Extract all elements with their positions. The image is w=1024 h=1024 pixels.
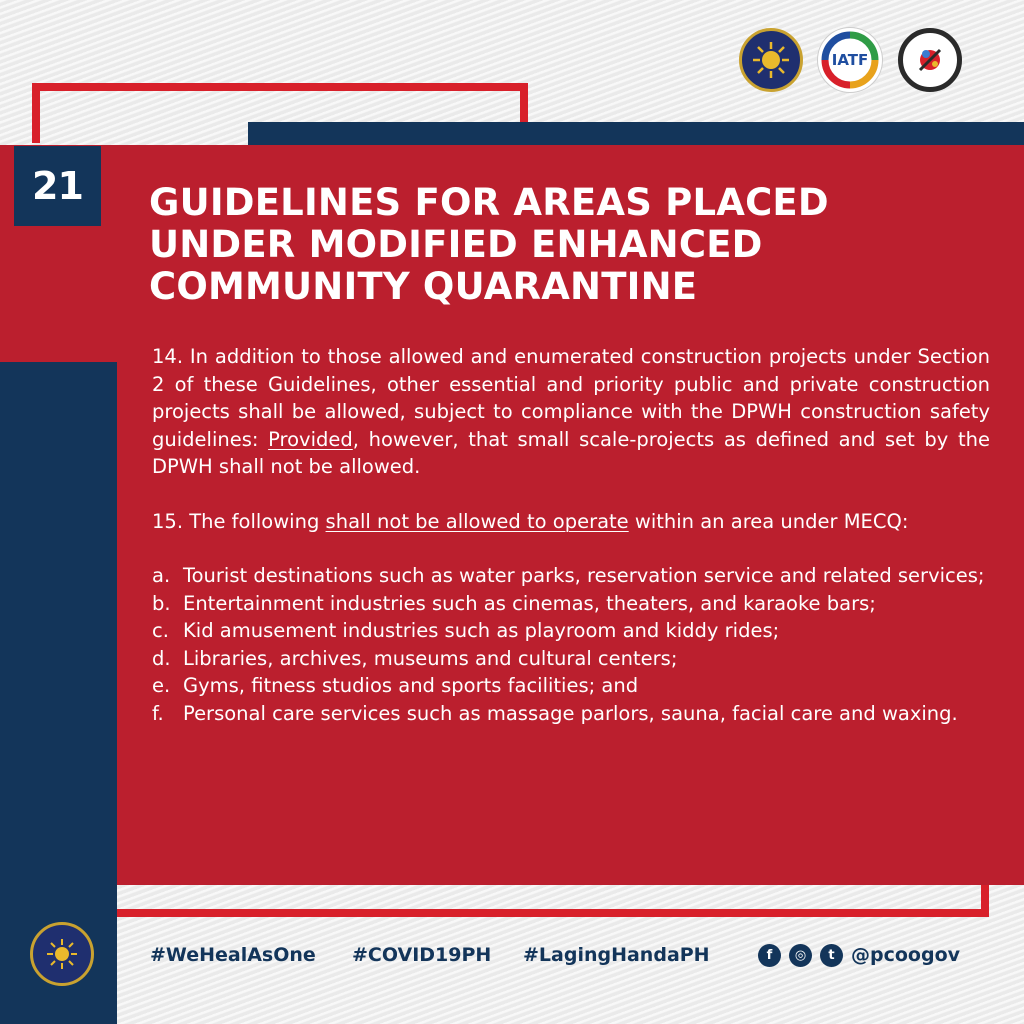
list-item-text: Libraries, archives, museums and cultural centers; — [183, 646, 678, 670]
item-14-text: 14. In addition to those allowed and enumerated construction projects under Section 2 of these Guidelines, other essential and priority public and private construction projects shall be allowed, subject to compliance with the DPWH construction safety guidelines: — [152, 345, 990, 451]
sun-emblem-icon — [45, 937, 79, 971]
list-item-letter: e. — [152, 674, 171, 697]
page-number-badge: 21 — [14, 146, 101, 226]
pcoo-seal-icon — [739, 28, 803, 92]
item-14-text-end: , however, that small scale-projects as defined and set by the DPWH shall not be allowed. — [152, 427, 990, 478]
list-item — [152, 672, 990, 700]
guidelines-body — [152, 343, 990, 727]
item-15-paragraph — [152, 508, 990, 536]
item-14-paragraph — [152, 343, 990, 481]
title-line: GUIDELINES FOR AREAS PLACED — [149, 181, 829, 224]
iatf-logo-text: IATF — [831, 51, 869, 69]
list-item-letter: f. — [152, 701, 164, 725]
item-15-text: 15. The following — [152, 509, 326, 533]
sun-emblem-icon — [751, 40, 791, 80]
list-item-text: Personal care services such as massage parlors, sauna, facial care and waxing. — [183, 701, 958, 725]
list-item — [152, 590, 990, 618]
list-item — [152, 700, 990, 728]
list-item-text: Entertainment industries such as cinemas, theaters, and karaoke bars; — [183, 591, 876, 615]
list-item-letter: a. — [152, 564, 171, 587]
list-item — [152, 562, 990, 590]
twitter-icon[interactable]: t — [820, 944, 843, 967]
item-15-underlined-text: shall not be allowed to operate — [325, 509, 629, 533]
title-line: UNDER MODIFIED ENHANCED — [149, 223, 763, 266]
hashtag-wehealasone[interactable]: #WeHealAsOne — [150, 944, 316, 966]
ntf-covid19-icon — [898, 28, 962, 92]
title-line: COMMUNITY QUARANTINE — [149, 265, 698, 308]
hashtag-covid19ph[interactable]: #COVID19PH — [352, 944, 492, 966]
item-14-underlined-text: Provided — [268, 427, 353, 451]
decorative-red-frame-bottom — [117, 885, 989, 917]
list-item-text: Gyms, fitness studios and sports facilities; and — [183, 674, 639, 697]
instagram-icon[interactable]: ◎ — [789, 944, 812, 967]
list-item-text: Tourist destinations such as water parks, reservation service and related services; — [183, 564, 985, 587]
list-item — [152, 617, 990, 645]
list-item-text: Kid amusement industries such as playroom and kiddy rides; — [183, 619, 780, 642]
item-15-text-end: within an area under MECQ: — [628, 509, 909, 533]
social-handle[interactable]: @pcoogov — [851, 944, 961, 966]
virus-icon — [912, 42, 948, 78]
prohibited-list — [152, 562, 990, 727]
list-item — [152, 645, 990, 673]
list-item-letter: c. — [152, 619, 169, 642]
pcoo-footer-seal-icon — [30, 922, 94, 986]
page-title — [149, 182, 1009, 308]
facebook-icon[interactable]: f — [758, 944, 781, 967]
iatf-logo-icon — [818, 28, 882, 92]
hashtag-lagingHandaph[interactable]: #LagingHandaPH — [523, 944, 710, 966]
list-item-letter: d. — [152, 646, 171, 670]
list-item-letter: b. — [152, 591, 171, 615]
